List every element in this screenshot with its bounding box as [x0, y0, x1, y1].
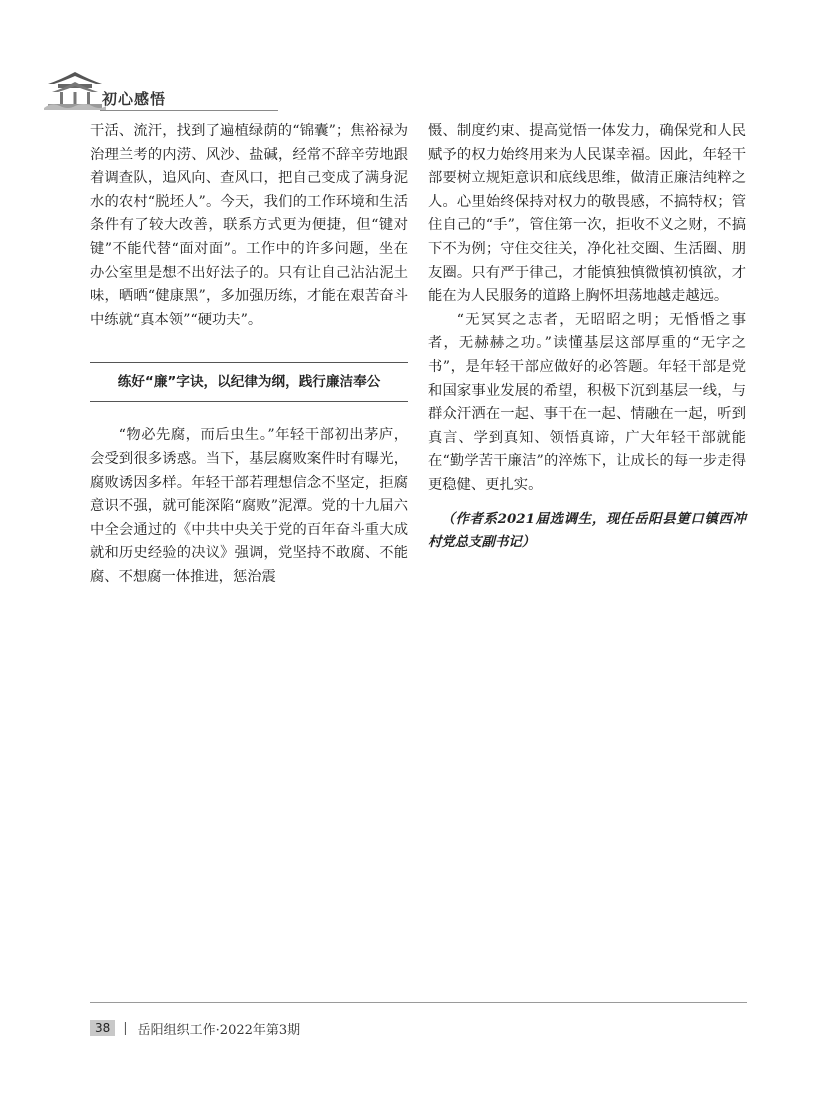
footer-rule: [90, 1002, 747, 1003]
left-paragraph-2: “物必先腐，而后虫生。”年轻干部初出茅庐，会受到很多诱惑。当下，基层腐败案件时有曝光，腐败诱因多样。年轻干部若理想信念不坚定，拒腐意识不强，就可能深陷“腐败”泥潭。党的十九届六中全会通过的《中共中央关于党的百年奋斗重大成就和历史经验的决议》强调，党坚持不敢腐、不能腐、不想腐一体推进，惩治震: [90, 427, 408, 585]
right-paragraph-2: “无冥冥之志者，无昭昭之明；无惛惛之事者，无赫赫之功。”读懂基层这部厚重的“无字之书”，是年轻干部应做好的必答题。年轻干部是党和国家事业发展的希望，积极下沉到基层一线，与群众汗洒在一起、事干在一起、情融在一起，听到真言、学到真知、领悟真谛，广大年轻干部就能在“勤学苦干廉洁”的淬炼下，让成长的每一步走得更稳健、更扎实。: [428, 311, 746, 493]
right-paragraph-1: 慑、制度约束、提高觉悟一体发力，确保党和人民赋予的权力始终用来为人民谋幸福。因此，年轻干部要树立规矩意识和底线思维，做清正廉洁纯粹之人。心里始终保持对权力的敬畏感，不搞特权；管住自己的“手”，管住第一次，拒收不义之财，不搞下不为例；守住交往关，净化社交圈、生活圈、朋友圈。只有严于律己，才能慎独慎微慎初慎欲，才能在为人民服务的道路上胸怀坦荡地越走越远。: [428, 123, 746, 305]
page-footer: [90, 1018, 300, 1038]
page-header: [38, 66, 278, 114]
section-heading: 练好“廉”字诀，以纪律为纲，践行廉洁奉公: [90, 362, 408, 402]
page-number: 38: [90, 1020, 115, 1036]
pavilion-roof-icon: [44, 66, 106, 110]
header-rule: [100, 110, 278, 111]
publication-title: 岳阳组织工作·2022年第3期: [137, 1022, 301, 1038]
left-column: [90, 120, 408, 590]
left-paragraph-1: 干活、流汗，找到了遍植绿荫的“锦囊”；焦裕禄为治理兰考的内涝、风沙、盐碱，经常不辞辛劳地跟着调查队，追风向、查风口，把自己变成了满身泥水的农村“脱坯人”。今天，我们的工作环境和生活条件有了较大改善，联系方式更为便捷，但“键对键”不能代替“面对面”。工作中的许多问题，坐在办公室里是想不出好法子的。只有让自己沾沾泥土味，晒晒“健康黑”，多加强历练，才能在艰苦奋斗中练就“真本领”“硬功夫”。: [90, 123, 408, 328]
section-title: 初心感悟: [102, 90, 167, 108]
right-column: [428, 120, 746, 555]
footer-separator: |: [123, 1020, 128, 1036]
author-note: （作者系2021届选调生，现任岳阳县筻口镇西冲村党总支副书记）: [428, 510, 746, 551]
